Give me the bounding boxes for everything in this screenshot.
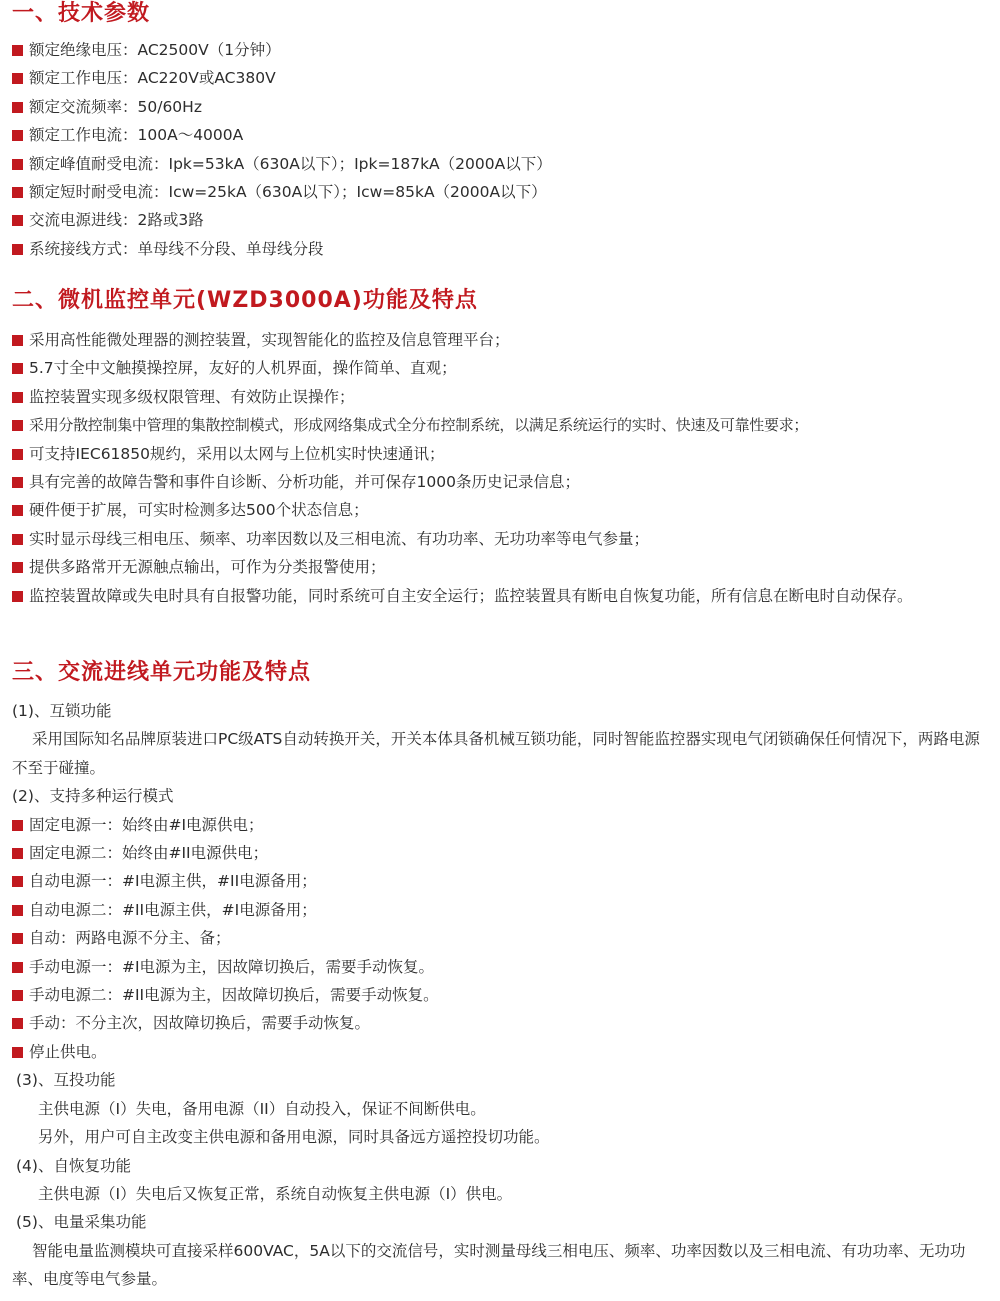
- square-bullet-icon: [12, 420, 23, 431]
- subsection-heading: (2)、支持多种运行模式: [12, 787, 174, 806]
- list-item: 具有完善的故障告警和事件自诊断、分析功能，并可保存1000条历史记录信息；: [12, 468, 988, 496]
- square-bullet-icon: [12, 562, 23, 573]
- list-item: 手动电源一：#I电源为主，因故障切换后，需要手动恢复。: [12, 953, 988, 981]
- paragraph: 主供电源（I）失电，备用电源（II）自动投入，保证不间断供电。: [38, 1099, 486, 1118]
- paragraph: 智能电量监测模块可直接采样600VAC，5A以下的交流信号，实时测量母线三相电压、频率、功率因数以及三相电流、有功功率、无功功率、电度等电气参量。: [12, 1241, 966, 1289]
- square-bullet-icon: [12, 1047, 23, 1058]
- list-item: 额定绝缘电压：AC2500V（1分钟）: [12, 36, 988, 64]
- square-bullet-icon: [12, 73, 23, 84]
- list-item: 手动电源二：#II电源为主，因故障切换后，需要手动恢复。: [12, 981, 988, 1009]
- square-bullet-icon: [12, 215, 23, 226]
- list-item: 5.7寸全中文触摸操控屏，友好的人机界面，操作简单、直观；: [12, 354, 988, 382]
- list-item: 额定短时耐受电流：Icw=25kA（630A以下）；Icw=85kA（2000A以下）: [12, 178, 988, 206]
- square-bullet-icon: [12, 876, 23, 887]
- list-item: 额定峰值耐受电流：Ipk=53kA（630A以下）；Ipk=187kA（2000A以下）: [12, 150, 988, 178]
- square-bullet-icon: [12, 1018, 23, 1029]
- monitor-unit-list: [12, 326, 988, 610]
- list-item: 监控装置实现多级权限管理、有效防止误操作；: [12, 383, 988, 411]
- list-item: 自动：两路电源不分主、备；: [12, 924, 988, 952]
- section-title-technical-params: 一、技术参数: [12, 1, 151, 26]
- list-item: 自动电源二：#II电源主供，#I电源备用；: [12, 896, 988, 924]
- square-bullet-icon: [12, 392, 23, 403]
- subsection-heading: (5)、电量采集功能: [16, 1213, 147, 1232]
- list-item: 自动电源一：#I电源主供，#II电源备用；: [12, 867, 988, 895]
- square-bullet-icon: [12, 449, 23, 460]
- technical-params-list: [12, 36, 988, 263]
- list-item: 实时显示母线三相电压、频率、功率因数以及三相电流、有功功率、无功功率等电气参量；: [12, 525, 988, 553]
- square-bullet-icon: [12, 244, 23, 255]
- square-bullet-icon: [12, 848, 23, 859]
- list-item: 固定电源一：始终由#I电源供电；: [12, 811, 988, 839]
- square-bullet-icon: [12, 45, 23, 56]
- subsection-heading: (1)、互锁功能: [12, 702, 112, 720]
- list-item: 手动：不分主次，因故障切换后，需要手动恢复。: [12, 1009, 988, 1037]
- list-item: 采用高性能微处理器的测控装置，实现智能化的监控及信息管理平台；: [12, 326, 988, 354]
- square-bullet-icon: [12, 591, 23, 602]
- square-bullet-icon: [12, 534, 23, 545]
- paragraph: 主供电源（I）失电后又恢复正常，系统自动恢复主供电源（I）供电。: [38, 1184, 513, 1203]
- ac-incoming-unit-content: [12, 697, 988, 1294]
- paragraph: 另外，用户可自主改变主供电源和备用电源，同时具备远方遥控投切功能。: [38, 1128, 550, 1147]
- list-item: 系统接线方式：单母线不分段、单母线分段: [12, 235, 988, 263]
- list-item: 交流电源进线：2路或3路: [12, 206, 988, 234]
- square-bullet-icon: [12, 505, 23, 516]
- list-item: 提供多路常开无源触点输出，可作为分类报警使用；: [12, 553, 988, 581]
- square-bullet-icon: [12, 990, 23, 1001]
- subsection-heading: (3)、互投功能: [16, 1071, 116, 1090]
- section-title-ac-incoming-unit: 三、交流进线单元功能及特点: [12, 660, 312, 685]
- square-bullet-icon: [12, 159, 23, 170]
- list-item: 可支持IEC61850规约，采用以太网与上位机实时快速通讯；: [12, 440, 988, 468]
- list-item: 采用分散控制集中管理的集散控制模式，形成网络集成式全分布控制系统，以满足系统运行的实时、快速及可靠性要求；: [12, 411, 988, 439]
- paragraph: 采用国际知名品牌原装进口PC级ATS自动转换开关，开关本体具备机械互锁功能，同时智能监控器实现电气闭锁确保任何情况下，两路电源不至于碰撞。: [12, 730, 980, 777]
- subsection-heading: (4)、自恢复功能: [16, 1156, 131, 1175]
- square-bullet-icon: [12, 335, 23, 346]
- square-bullet-icon: [12, 130, 23, 141]
- section-title-monitor-unit: 二、微机监控单元(WZD3000A)功能及特点: [12, 288, 478, 313]
- list-item: 监控装置故障或失电时具有自报警功能，同时系统可自主安全运行；监控装置具有断电自恢复功能，所有信息在断电时自动保存。: [12, 582, 988, 610]
- square-bullet-icon: [12, 187, 23, 198]
- list-item: 硬件便于扩展，可实时检测多达500个状态信息；: [12, 496, 988, 524]
- list-item: 额定工作电流：100A～4000A: [12, 121, 988, 149]
- list-item: 额定交流频率：50/60Hz: [12, 93, 988, 121]
- square-bullet-icon: [12, 820, 23, 831]
- list-item: 额定工作电压：AC220V或AC380V: [12, 64, 988, 92]
- square-bullet-icon: [12, 102, 23, 113]
- square-bullet-icon: [12, 477, 23, 488]
- list-item: 停止供电。: [12, 1038, 988, 1066]
- square-bullet-icon: [12, 905, 23, 916]
- square-bullet-icon: [12, 933, 23, 944]
- square-bullet-icon: [12, 363, 23, 374]
- list-item: 固定电源二：始终由#II电源供电；: [12, 839, 988, 867]
- square-bullet-icon: [12, 962, 23, 973]
